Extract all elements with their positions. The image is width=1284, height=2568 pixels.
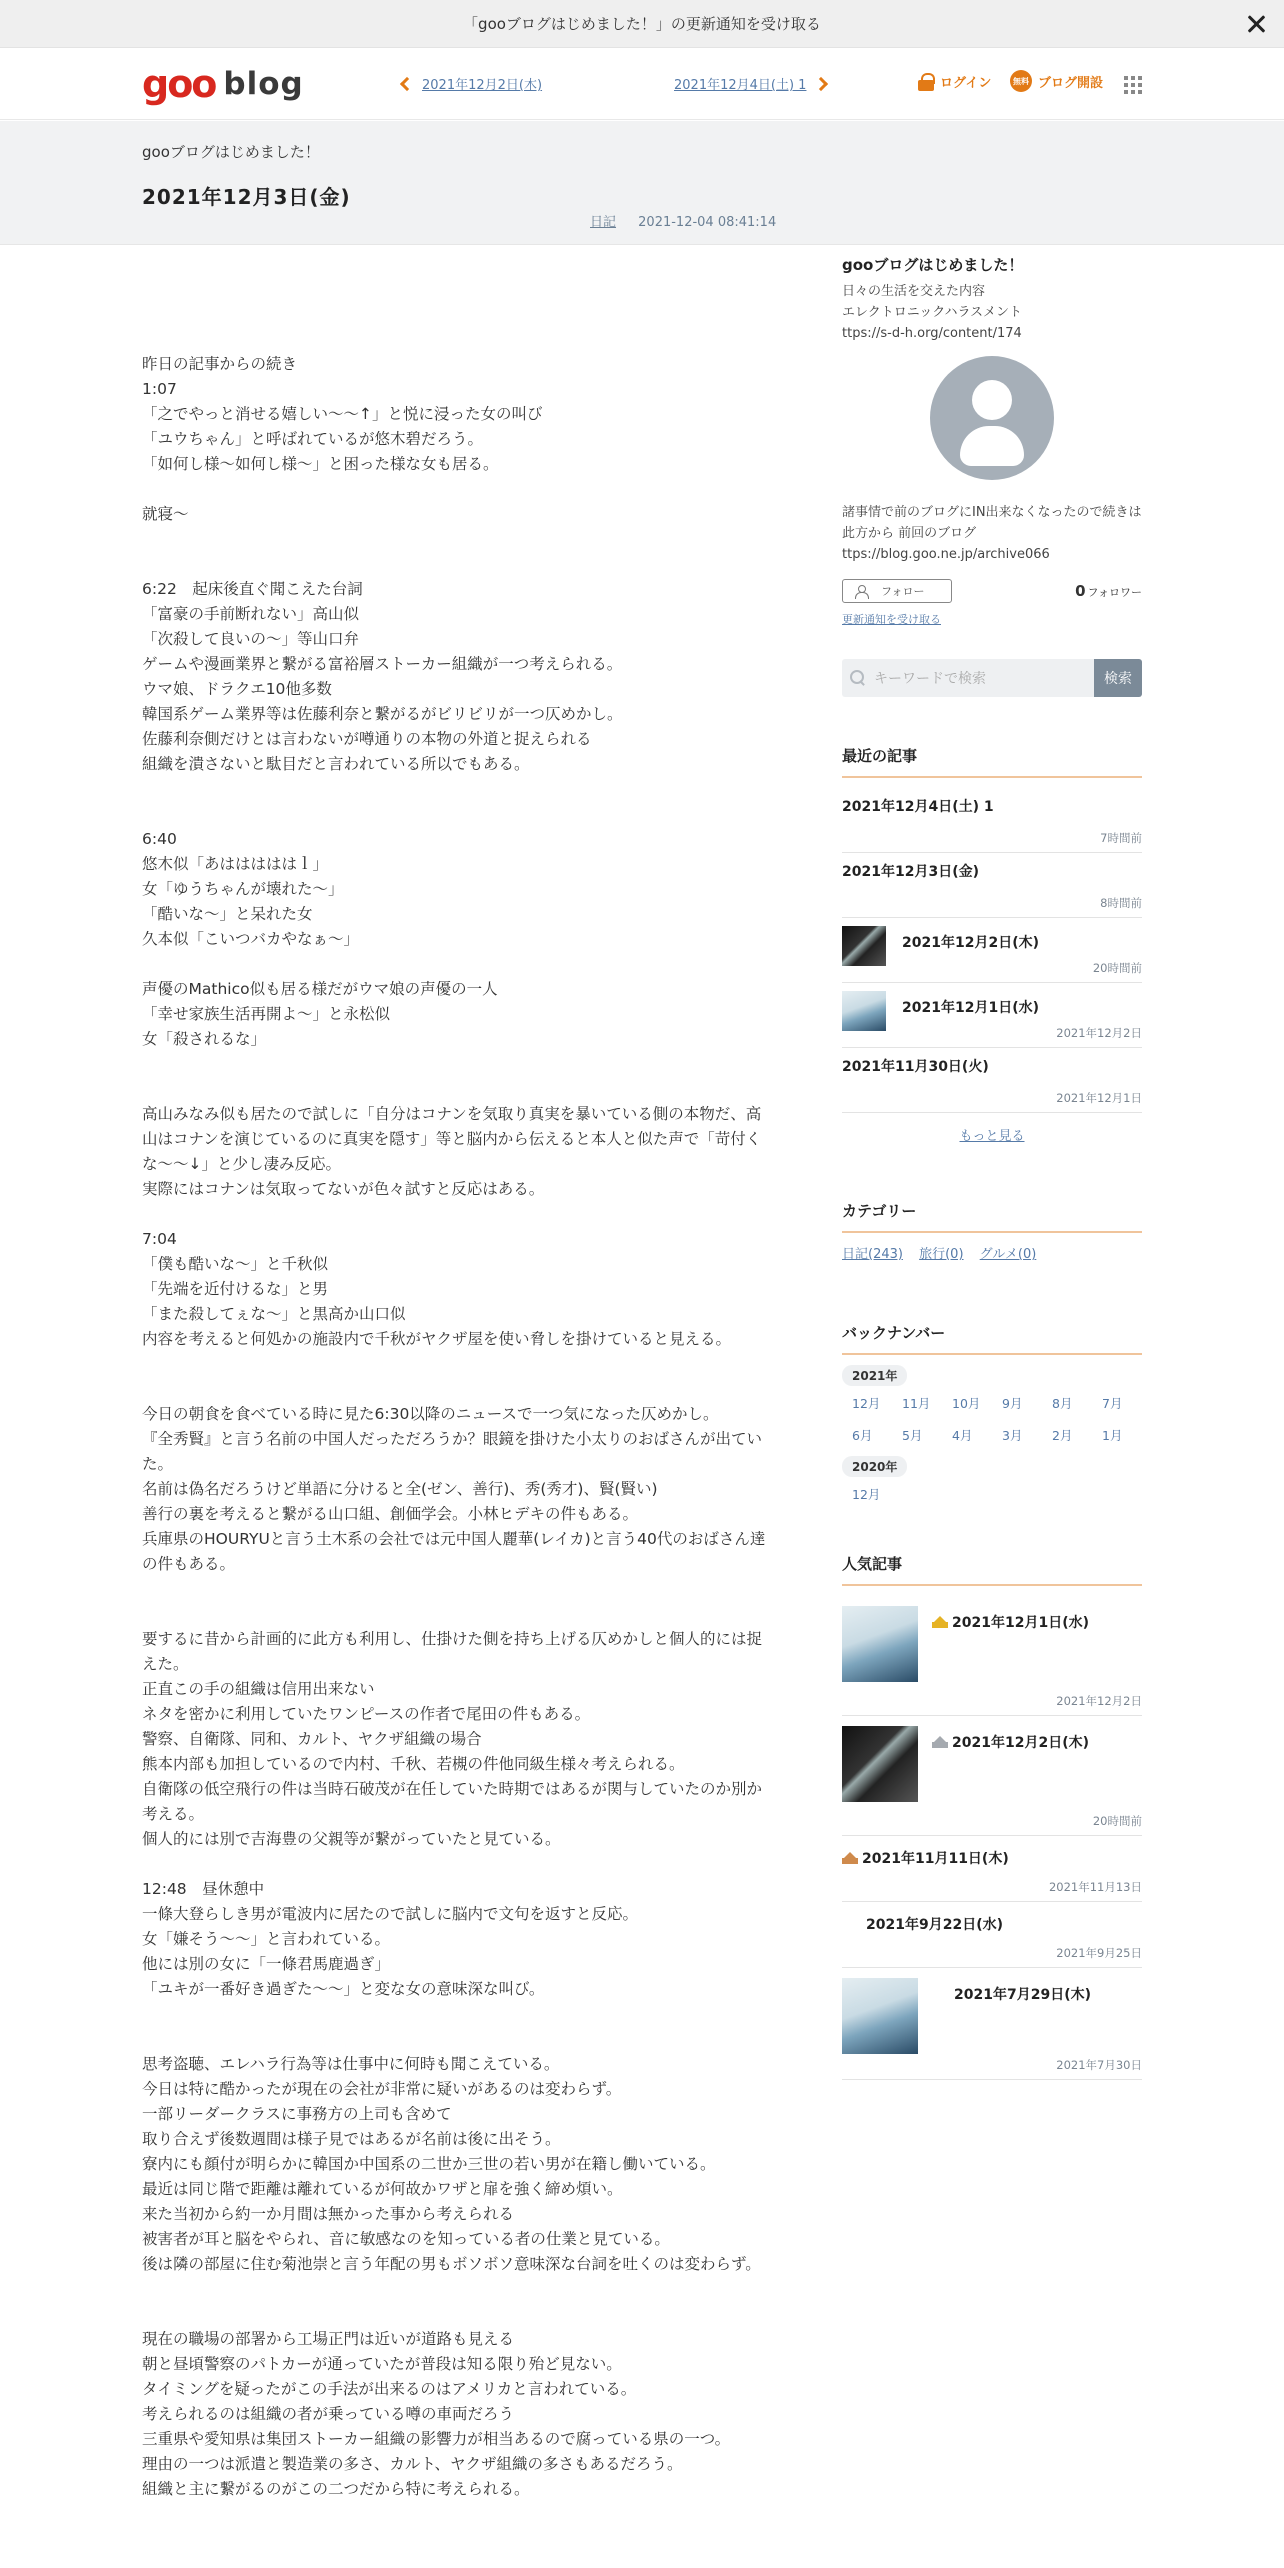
recent-article-item[interactable] (842, 788, 1142, 853)
bronze-crown-icon (842, 1852, 858, 1864)
chevron-left-icon (400, 76, 414, 90)
update-notice-text[interactable]: 「gooブログはじめました！」の更新通知を受け取る (463, 15, 821, 33)
recent-articles-title: 最近の記事 (842, 745, 1142, 778)
popular-articles-list (842, 1596, 1142, 2080)
recent-article-item[interactable] (842, 983, 1142, 1048)
article-paragraph: 7:04 「僕も酷いな～」と千秋似 「先端を近付けるな」と男 「また殺してぇな～」と黒高か山口似 内容を考えると何処かの施設内で千秋がヤクザ屋を使い脅しを掛けていると見える。 (142, 1230, 732, 1348)
article-paragraph: 就寝～ (142, 505, 189, 523)
popular-article-title[interactable] (954, 1968, 1142, 2004)
recent-article-date: 7時間前 (1100, 831, 1142, 845)
recent-article-title[interactable]: 2021年12月1日(水) (902, 1000, 1039, 1016)
login-label: ログイン (940, 76, 992, 91)
login-button[interactable] (918, 72, 991, 91)
category-list (842, 1243, 1142, 1262)
logo-blog-text: blog (223, 66, 304, 102)
month-link[interactable]: 4月 (952, 1428, 973, 1443)
profile-title: gooブログはじめました！ (842, 256, 1024, 274)
search-icon (850, 670, 866, 686)
goo-blog-logo[interactable] (142, 62, 304, 106)
month-grid-2021 (842, 1394, 1142, 1444)
popular-article-title-text[interactable]: 2021年7月29日(木) (954, 1987, 1091, 2003)
popular-article-title-text[interactable]: 2021年11月11日(木) (862, 1851, 1009, 1867)
update-notice-bar[interactable] (0, 0, 1284, 48)
popular-article-item[interactable] (842, 1716, 1142, 1836)
article-title-band (0, 121, 1284, 245)
recent-article-item[interactable] (842, 1048, 1142, 1113)
month-link[interactable]: 9月 (1002, 1396, 1023, 1411)
article-thumbnail[interactable] (842, 926, 886, 966)
month-link[interactable]: 6月 (852, 1428, 873, 1443)
prev-article-link[interactable] (402, 74, 542, 93)
article-meta (590, 211, 776, 230)
month-link[interactable]: 11月 (902, 1396, 931, 1411)
follow-row (842, 579, 1142, 603)
next-article-link[interactable] (674, 74, 826, 93)
popular-article-title-text[interactable]: 2021年12月1日(水) (952, 1615, 1089, 1631)
article-thumbnail[interactable] (842, 991, 886, 1031)
more-articles-link[interactable]: もっと見る (959, 1129, 1025, 1144)
recent-article-item[interactable] (842, 918, 1142, 983)
recent-articles-list (842, 788, 1142, 1144)
profile-line-2: エレクトロニックハラスメント (842, 305, 1023, 320)
popular-article-title[interactable] (932, 1716, 1142, 1752)
month-link[interactable]: 8月 (1052, 1396, 1073, 1411)
article-timestamp: 2021-12-04 08:41:14 (638, 215, 777, 230)
search-placeholder: キーワードで検索 (874, 671, 986, 687)
category-link-travel[interactable]: 旅行(0) (919, 1247, 964, 1262)
popular-article-date: 20時間前 (1092, 1814, 1142, 1828)
prev-article-label[interactable]: 2021年12月2日(木) (422, 78, 543, 93)
popular-article-date: 2021年7月30日 (1056, 2058, 1142, 2072)
recent-article-date: 2021年12月1日 (1056, 1091, 1142, 1105)
free-badge-icon: 無料 (1010, 70, 1032, 92)
follow-button[interactable] (842, 579, 952, 603)
profile-line-3: ttps://s-d-h.org/content/174 (842, 326, 1022, 341)
search-form (842, 659, 1142, 697)
popular-article-title[interactable] (932, 1596, 1142, 1632)
recent-article-title[interactable]: 2021年12月4日(土) 1 (842, 799, 994, 815)
person-icon (855, 585, 867, 598)
lock-icon (918, 73, 934, 91)
apps-grid-icon[interactable] (1124, 76, 1142, 94)
year-badge-2020: 2020年 (842, 1456, 907, 1477)
month-link[interactable]: 10月 (952, 1396, 981, 1411)
category-link-diary[interactable]: 日記(243) (842, 1247, 903, 1262)
follower-count (1075, 582, 1142, 600)
backnumber-list (842, 1365, 1142, 1503)
profile-line-1: 日々の生活を交えた内容 (842, 284, 986, 299)
chevron-right-icon (814, 76, 828, 90)
category-title: カテゴリー (842, 1200, 1142, 1233)
profile-description: 諸事情で前のブログにIN出来なくなったので続きは此方から 前回のブログ ttps://blog.goo.ne.jp/archive066 (842, 505, 1142, 562)
popular-article-title-text[interactable]: 2021年12月2日(木) (952, 1735, 1089, 1751)
blog-open-label: ブログ開設 (1038, 75, 1104, 91)
year-badge-2021: 2021年 (842, 1365, 907, 1386)
blog-name[interactable]: gooブログはじめました！ (142, 143, 320, 161)
popular-articles-title: 人気記事 (842, 1553, 1142, 1586)
gold-crown-icon (932, 1616, 948, 1628)
article-paragraph: 現在の職場の部署から工場正門は近いが道路も見える 朝と昼頃警察のパトカーが通っていたが普段は知る限り殆ど見ない。 タイミングを疑ったがこの手法が出来るのはアメリカと言われている。 考えられるのは組織の者が乗っている噂の車両だろう 三重県や愛知県は集団ストーカー組織の影響力が相当あるので腐っている県の一つ。 理由の一つは派遣と製造業の多さ、カルト、ヤクザ組織の多さもあるだろう。 組織と主に繋がるのがこの二つだから特に考えられる。 (142, 2330, 731, 2498)
recent-article-date: 2021年12月2日 (1056, 1026, 1142, 1040)
popular-article-title[interactable] (842, 1836, 1142, 1868)
popular-article-title-text[interactable]: 2021年9月22日(水) (866, 1917, 1003, 1933)
search-input[interactable] (842, 659, 1094, 697)
follow-label: フォロー (881, 585, 925, 598)
popular-article-date: 2021年12月2日 (1056, 1694, 1142, 1708)
recent-article-date: 20時間前 (1092, 961, 1142, 975)
article-paragraph: 要するに昔から計画的に此方も利用し、仕掛けた側を持ち上げる仄めかしと個人的には捉えた。 正直この手の組織は信用出来ない ネタを密かに利用していたワンピースの作者で尾田の件もある。 警察、自衛隊、同和、カルト、ヤクザ組織の場合 熊本内部も加担しているので内村、千秋、若槻の件他同級生様々考えられる。 自衛隊の低空飛行の件は当時石破茂が在任していた時期ではあるが関与していたのか別か考える。 個人的には別で吉海豊の父親等が繋がっていたと見ている。 (142, 1630, 763, 1848)
month-link[interactable]: 5月 (902, 1428, 923, 1443)
recent-article-title[interactable]: 2021年11月30日(火) (842, 1059, 989, 1075)
article-paragraph: 6:22 起床後直ぐ聞こえた台詞 「富豪の手前断れない」高山似 「次殺して良いの～」等山口弁 ゲームや漫画業界と繋がる富裕層ストーカー組織が一つ考えられる。 ウマ娘、ドラクエ10他多数 韓国系ゲーム業界等は佐藤利奈と繋がるがビリビリが一つ仄めかし。 佐藤利奈側だけとは言わないが噂通りの本物の外道と捉えられる 組織を潰さないと駄目だと言われている所以でもある。 (142, 580, 623, 773)
article-paragraph: 昨日の記事からの続き 1:07 「之でやっと消せる嬉しい～～↑」と悦に浸った女の叫び 「ユウちゃん」と呼ばれているが悠木碧だろう。 「如何し様～如何し様～」と困った様な女も居る。 (142, 355, 543, 473)
article-paragraph: 12:48 昼休憩中 一條大登らしき男が電波内に居たので試しに脳内で文句を返すと反応。 女「嫌そう～～」と言われている。 他には別の女に「一條君馬鹿過ぎ」 「ユキが一番好き過ぎた～～」と変な女の意味深な叫び。 (142, 1880, 639, 1998)
popular-article-date: 2021年9月25日 (1056, 1946, 1142, 1960)
follower-label: フォロワー (1087, 586, 1142, 599)
article-body (142, 352, 774, 2527)
month-link[interactable]: 3月 (1002, 1428, 1023, 1443)
article-paragraph: 高山みなみ似も居たので試しに「自分はコナンを気取り真実を暴いている側の本物だ、高山はコナンを演じているのに真実を隠す」等と脳内から伝えると本人と似た声で「苛付くな～～↓」と少し凄み反応。 実際にはコナンは気取ってないが色々試すと反応はある。 (142, 1105, 762, 1198)
follower-number: 0 (1075, 582, 1086, 600)
month-link[interactable]: 7月 (1102, 1396, 1123, 1411)
article-thumbnail[interactable] (842, 1726, 918, 1802)
month-link[interactable]: 1月 (1102, 1428, 1123, 1443)
month-grid-2020 (842, 1485, 1142, 1503)
popular-article-item[interactable] (842, 1836, 1142, 1902)
article-paragraph: 今日の朝食を食べている時に見た6:30以降のニュースで一つ気になった仄めかし。 『全秀賢』と言う名前の中国人だっただろうか？眼鏡を掛けた小太りのおばさんが出ていた。 名前は偽名だろうけど単語に分けると全(ゼン、善行)、秀(秀才)、賢(賢い) 善行の裏を考えると繋がる山口組、創価学会。小林ヒデキの件もある。 兵庫県のHOURYUと言う土木系の会社では元中国人麗華(レイカ)と言う40代のおばさん達の件もある。 (142, 1405, 766, 1573)
popular-article-date: 2021年11月13日 (1048, 1880, 1142, 1894)
avatar (930, 356, 1054, 480)
recent-article-title[interactable]: 2021年12月3日(金) (842, 864, 979, 880)
category-link-gourmet[interactable]: グルメ(0) (979, 1247, 1037, 1262)
search-button[interactable]: 検索 (1094, 659, 1142, 697)
close-icon[interactable] (1242, 10, 1270, 38)
popular-article-item[interactable] (842, 1902, 1142, 1968)
recent-article-date: 8時間前 (1100, 896, 1142, 910)
article-thumbnail[interactable] (842, 1978, 918, 2054)
popular-article-item[interactable] (842, 1968, 1142, 2080)
article-category-link[interactable]: 日記 (590, 215, 617, 230)
sidebar (842, 254, 1142, 2080)
article-thumbnail[interactable] (842, 1606, 918, 1682)
backnumber-title: バックナンバー (842, 1322, 1142, 1355)
next-article-label[interactable]: 2021年12月4日(土) 1 (674, 78, 807, 93)
month-link[interactable]: 12月 (852, 1487, 881, 1502)
blog-open-button[interactable] (1010, 70, 1103, 92)
logo-goo-text: goo (142, 62, 216, 106)
site-header (0, 48, 1284, 120)
recent-article-title[interactable]: 2021年12月2日(木) (902, 935, 1039, 951)
notify-link[interactable]: 更新通知を受け取る (842, 613, 941, 626)
recent-article-item[interactable] (842, 853, 1142, 918)
article-paragraph: 6:40 悠木似「あはははははｌ」 女「ゆうちゃんが壊れた～」 「酷いな～」と呆れた女 久本似「こいつバカやなぁ～」 (142, 830, 360, 948)
popular-article-item[interactable] (842, 1596, 1142, 1716)
silver-crown-icon (932, 1736, 948, 1748)
article-paragraph: 思考盗聴、エレハラ行為等は仕事中に何時も聞こえている。 今日は特に酷かったが現在の会社が非常に疑いがあるのは変わらず。 一部リーダークラスに事務方の上司も含めて 取り合えず後数週間は様子見ではあるが名前は後に出そう。 寮内にも顔付が明らかに韓国か中国系の二世か三世の若い男が在籍し働いている。 最近は同じ階で距離は離れているが何故かワザと扉を強く締め煩い。 来た当初から約一か月間は無かった事から考えられる 被害者が耳と脳をやられ、音に敏感なのを知っている者の仕業と見ている。 後は隣の部屋に住む菊池崇と言う年配の男もボソボソ意味深な台詞を吐くのは変わらず。 (142, 2055, 761, 2273)
article-title: 2021年12月3日(金) (142, 185, 351, 209)
popular-article-title[interactable] (842, 1902, 1142, 1934)
month-link[interactable]: 12月 (852, 1396, 881, 1411)
month-link[interactable]: 2月 (1052, 1428, 1073, 1443)
article-paragraph: 声優のMathico似も居る様だがウマ娘の声優の一人 「幸せ家族生活再開よ～」と永松似 女「殺されるな」 (142, 980, 498, 1048)
